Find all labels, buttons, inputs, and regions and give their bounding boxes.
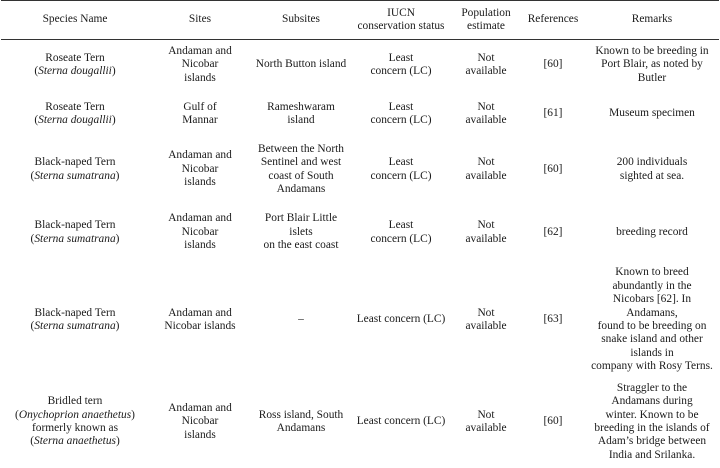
header-species: Species Name: [42, 13, 108, 26]
species-table: [1, 0, 719, 468]
iucn-cell: Least concern (LC): [370, 219, 432, 245]
population-cell: Not available: [465, 100, 507, 126]
reference-cell: [62]: [543, 225, 563, 238]
remarks-cell: Known to breed abundantly in the Nicobars [62]. In Andamans, found to be breeding on snake island and other islands in company with Rosy Terns.: [591, 266, 713, 373]
sites-cell: Andaman and Nicobar islands: [168, 44, 232, 84]
species-cell: Roseate Tern (Sterna dougallii): [34, 100, 116, 126]
header-sites: Sites: [188, 13, 212, 26]
iucn-cell: Least concern (LC): [356, 415, 446, 428]
iucn-cell: Least concern (LC): [370, 100, 432, 126]
subsites-cell: Between the North Sentinel and west coast of South Andamans: [257, 142, 345, 195]
sites-cell: Andaman and Nicobar islands: [168, 212, 232, 252]
sites-cell: Andaman and Nicobar islands: [164, 306, 236, 332]
iucn-cell: Least concern (LC): [356, 313, 446, 326]
species-cell: Black-naped Tern (Sterna sumatrana): [30, 219, 120, 245]
table-row: [1, 90, 719, 138]
species-cell: Bridled tern (Onychoprion anaethetus) formerly known as (Sterna anaethetus): [15, 395, 135, 448]
table-row: [1, 376, 719, 468]
table-row: [1, 264, 719, 376]
sites-cell: Andaman and Nicobar islands: [168, 149, 232, 189]
subsites-cell: Rameshwaram island: [267, 100, 335, 126]
header-references: References: [527, 13, 579, 26]
remarks-cell: 200 individuals sighted at sea.: [616, 156, 688, 182]
subsites-cell: Port Blair Little islets on the east coast: [263, 212, 339, 252]
population-cell: Not available: [465, 156, 507, 182]
table-row: [1, 138, 719, 201]
table-row: [1, 40, 719, 91]
header-remarks: Remarks: [631, 13, 673, 26]
population-cell: Not available: [465, 51, 507, 77]
subsites-cell: North Button island: [255, 58, 347, 71]
species-cell: Black-naped Tern (Sterna sumatrana): [30, 156, 120, 182]
iucn-cell: Least concern (LC): [370, 156, 432, 182]
sites-cell: Andaman and Nicobar islands: [168, 401, 232, 441]
sites-cell: Gulf of Mannar: [182, 100, 218, 126]
species-cell: Black-naped Tern (Sterna sumatrana): [30, 306, 120, 332]
header-row: [1, 1, 719, 40]
subsites-cell: –: [298, 313, 304, 326]
table-row: [1, 201, 719, 264]
reference-cell: [63]: [543, 313, 563, 326]
header-subsites: Subsites: [282, 13, 320, 26]
population-cell: Not available: [465, 408, 507, 434]
subsites-cell: Ross island, South Andamans: [258, 408, 344, 434]
header-iucn: IUCN conservation status: [357, 6, 445, 32]
reference-cell: [60]: [543, 162, 563, 175]
reference-cell: [60]: [543, 415, 563, 428]
species-cell: Roseate Tern (Sterna dougallii): [34, 51, 116, 77]
remarks-cell: breeding record: [616, 225, 688, 238]
reference-cell: [60]: [543, 58, 563, 71]
remarks-cell: Known to be breeding in Port Blair, as noted by Butler: [595, 44, 709, 84]
reference-cell: [61]: [543, 107, 563, 120]
header-population: Population estimate: [461, 6, 511, 32]
iucn-cell: Least concern (LC): [370, 51, 432, 77]
remarks-cell: Straggler to the Andamans during winter. Known to be breeding in the islands of Adam’s bridge between India and Srilanka.: [594, 381, 710, 461]
population-cell: Not available: [465, 219, 507, 245]
remarks-cell: Museum specimen: [609, 107, 695, 120]
population-cell: Not available: [465, 306, 507, 332]
